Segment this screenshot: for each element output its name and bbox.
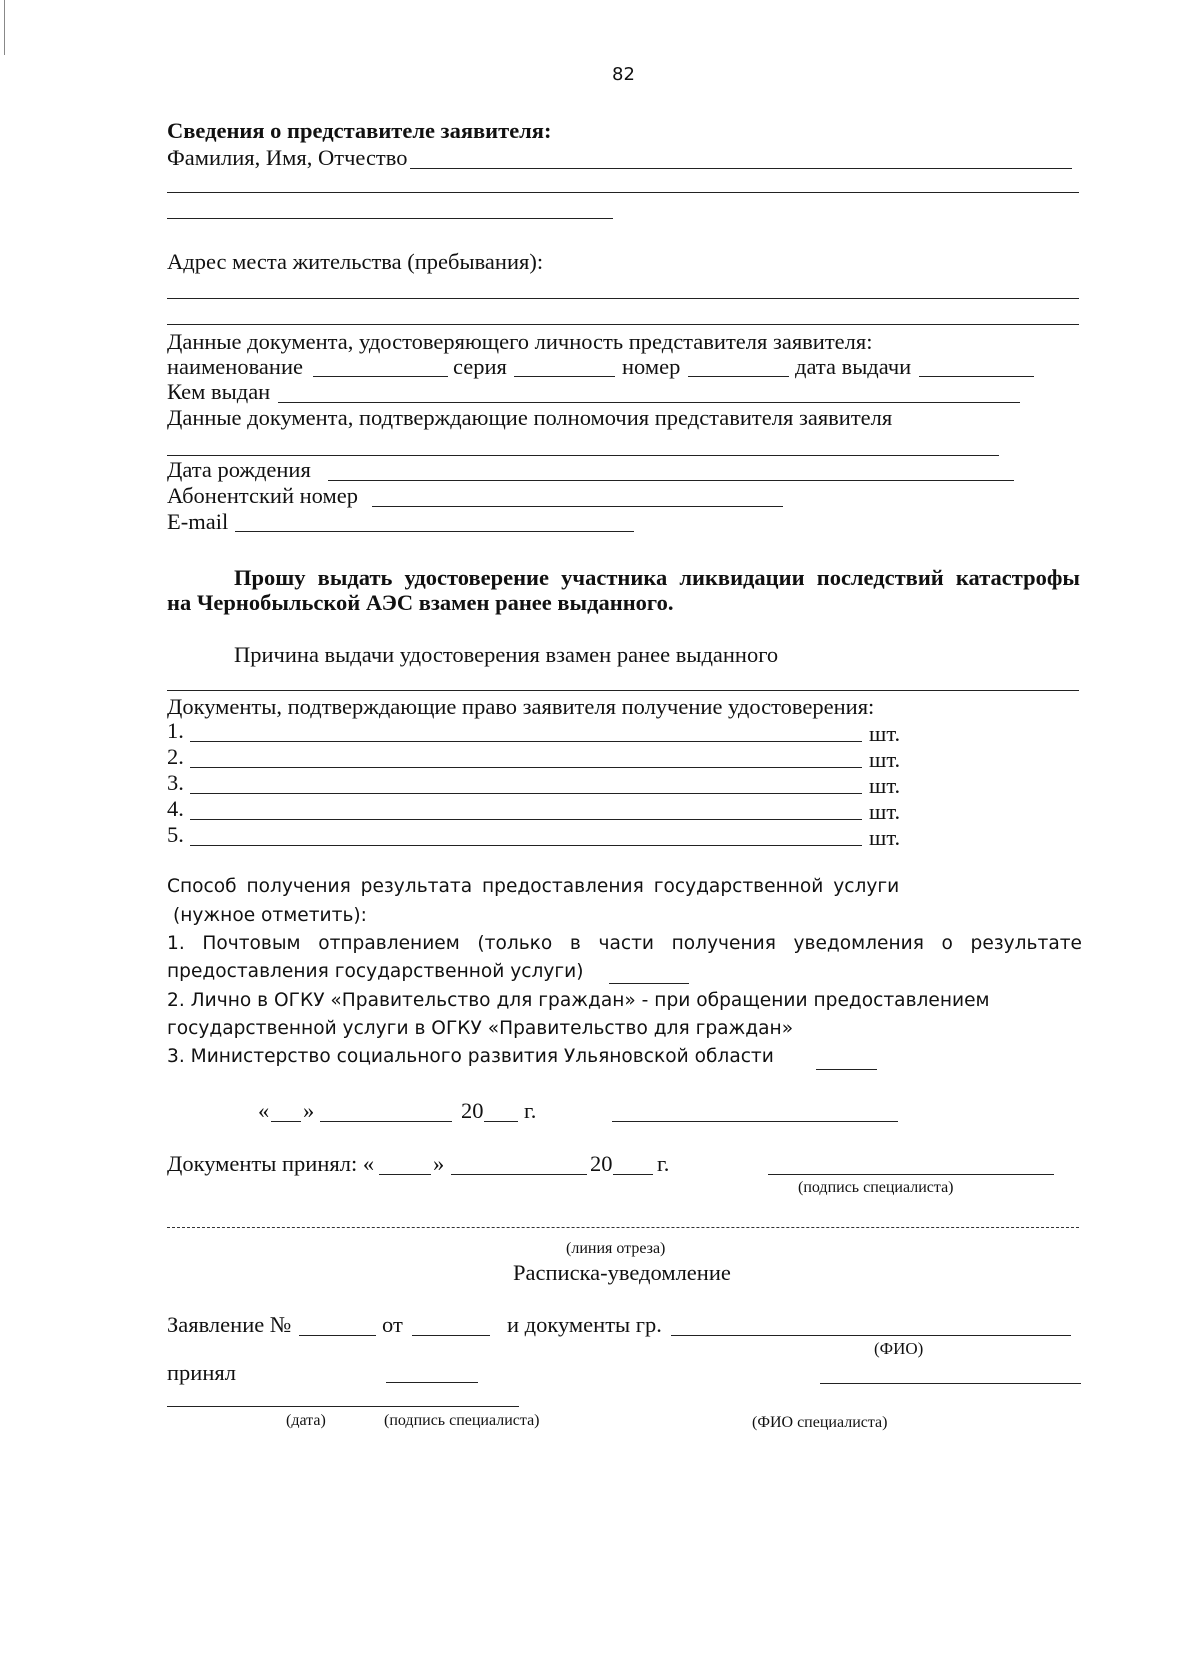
receipt-specialist-fio-field[interactable] <box>820 1383 1081 1384</box>
specialist-signature-field[interactable] <box>768 1174 1054 1175</box>
email-label: E-mail <box>167 509 229 534</box>
document-item-unit: шт. <box>869 799 901 824</box>
document-item-number: 2. <box>167 744 184 769</box>
date-close-quote: » <box>303 1098 315 1123</box>
accepted-close-quote: » <box>433 1151 445 1176</box>
delivery-note: (нужное отметить): <box>173 905 367 926</box>
document-item-number: 1. <box>167 718 184 743</box>
delivery-option-1-line-2: предоставления государственной услуги) <box>167 961 584 982</box>
document-item-field[interactable] <box>190 845 862 846</box>
request-line-2: на Чернобыльской АЭС взамен ранее выданного. <box>167 590 674 615</box>
receipt-docs-label: и документы гр. <box>507 1312 662 1337</box>
id-name-label: наименование <box>167 354 303 379</box>
representative-heading: Сведения о представителе заявителя: <box>167 118 552 143</box>
receipt-fio-field[interactable] <box>671 1335 1071 1336</box>
address-field-line-2[interactable] <box>167 324 1079 325</box>
document-item-unit: шт. <box>869 721 901 746</box>
id-name-field[interactable] <box>313 376 448 377</box>
document-item-unit: шт. <box>869 747 901 772</box>
accepted-year-suffix: г. <box>657 1151 670 1176</box>
delivery-title: Способ получения результата предоставления государственной услуги <box>167 876 900 897</box>
page-number: 82 <box>612 64 635 85</box>
receipt-title: Расписка-уведомление <box>513 1260 731 1285</box>
phone-label: Абонентский номер <box>167 483 358 508</box>
document-item-number: 5. <box>167 822 184 847</box>
specialist-signature-caption: (подпись специалиста) <box>798 1179 954 1196</box>
id-number-field[interactable] <box>688 376 789 377</box>
date-century: 20 <box>461 1098 484 1123</box>
receipt-from-label: от <box>382 1312 403 1337</box>
accepted-label: Документы принял: « <box>167 1151 375 1176</box>
authority-doc-label: Данные документа, подтверждающие полномочия представителя заявителя <box>167 405 893 430</box>
id-series-label: серия <box>453 354 507 379</box>
document-item-field[interactable] <box>190 767 862 768</box>
delivery-option-2-line-2: государственной услуги в ОГКУ «Правительство для граждан» <box>167 1018 794 1039</box>
delivery-option-1-line-1: 1. Почтовым отправлением (только в части получения уведомления о результате <box>167 933 1082 954</box>
document-item-field[interactable] <box>190 819 862 820</box>
date-day-field[interactable] <box>271 1121 301 1122</box>
accepted-century: 20 <box>590 1151 613 1176</box>
reason-field[interactable] <box>167 690 1079 691</box>
full-name-label: Фамилия, Имя, Отчество <box>167 145 408 170</box>
receipt-accepted-label: принял <box>167 1360 236 1385</box>
document-item-unit: шт. <box>869 825 901 850</box>
birth-date-label: Дата рождения <box>167 457 311 482</box>
receipt-specialist-fio-caption: (ФИО специалиста) <box>752 1414 888 1431</box>
reason-label: Причина выдачи удостоверения взамен ранее выданного <box>234 642 779 667</box>
id-series-field[interactable] <box>514 376 615 377</box>
address-field-line-1[interactable] <box>167 298 1079 299</box>
address-label: Адрес места жительства (пребывания): <box>167 249 544 274</box>
delivery-option-3: 3. Министерство социального развития Ульяновской области <box>167 1046 774 1067</box>
date-open-quote: « <box>258 1098 270 1123</box>
accepted-year-field[interactable] <box>613 1174 653 1175</box>
document-item-number: 3. <box>167 770 184 795</box>
date-month-field[interactable] <box>320 1121 452 1122</box>
receipt-date-signature-field[interactable] <box>167 1406 519 1407</box>
delivery-option-2-line-1: 2. Лично в ОГКУ «Правительство для граждан» - при обращении предоставлением <box>167 990 990 1011</box>
delivery-option-3-checkmark-field[interactable] <box>816 1069 877 1070</box>
receipt-date-field[interactable] <box>412 1335 490 1336</box>
document-item-field[interactable] <box>190 741 862 742</box>
receipt-date-caption: (дата) <box>286 1412 326 1429</box>
applicant-signature-field[interactable] <box>612 1121 898 1122</box>
email-field[interactable] <box>235 531 634 532</box>
authority-doc-field[interactable] <box>167 455 999 456</box>
accepted-month-field[interactable] <box>451 1174 587 1175</box>
delivery-option-1-checkmark-field[interactable] <box>609 983 689 984</box>
id-document-label: Данные документа, удостоверяющего личность представителя заявителя: <box>167 329 873 354</box>
document-item-number: 4. <box>167 796 184 821</box>
full-name-field-line-1[interactable] <box>410 168 1072 169</box>
receipt-signature-short-field[interactable] <box>386 1382 478 1383</box>
date-year-field[interactable] <box>484 1121 518 1122</box>
id-number-label: номер <box>622 354 681 379</box>
cut-line-caption: (линия отреза) <box>566 1240 666 1257</box>
id-issue-date-label: дата выдачи <box>795 354 912 379</box>
phone-field[interactable] <box>372 506 783 507</box>
issued-by-label: Кем выдан <box>167 379 271 404</box>
scan-edge-line <box>4 0 5 55</box>
receipt-application-number-field[interactable] <box>299 1335 376 1336</box>
full-name-field-line-3[interactable] <box>167 218 613 219</box>
full-name-field-line-2[interactable] <box>167 192 1079 193</box>
documents-label: Документы, подтверждающие право заявителя получение удостоверения: <box>167 694 875 719</box>
document-item-field[interactable] <box>190 793 862 794</box>
receipt-application-label: Заявление № <box>167 1312 292 1337</box>
birth-date-field[interactable] <box>328 480 1014 481</box>
accepted-day-field[interactable] <box>379 1174 431 1175</box>
date-year-suffix: г. <box>524 1098 537 1123</box>
request-line-1: Прошу выдать удостоверение участника ликвидации последствий катастрофы <box>234 565 1080 590</box>
receipt-signature-caption: (подпись специалиста) <box>384 1412 540 1429</box>
id-issue-date-field[interactable] <box>919 376 1034 377</box>
cut-line <box>167 1227 1079 1228</box>
document-item-unit: шт. <box>869 773 901 798</box>
issued-by-field[interactable] <box>278 402 1020 403</box>
receipt-fio-caption: (ФИО) <box>874 1339 924 1358</box>
